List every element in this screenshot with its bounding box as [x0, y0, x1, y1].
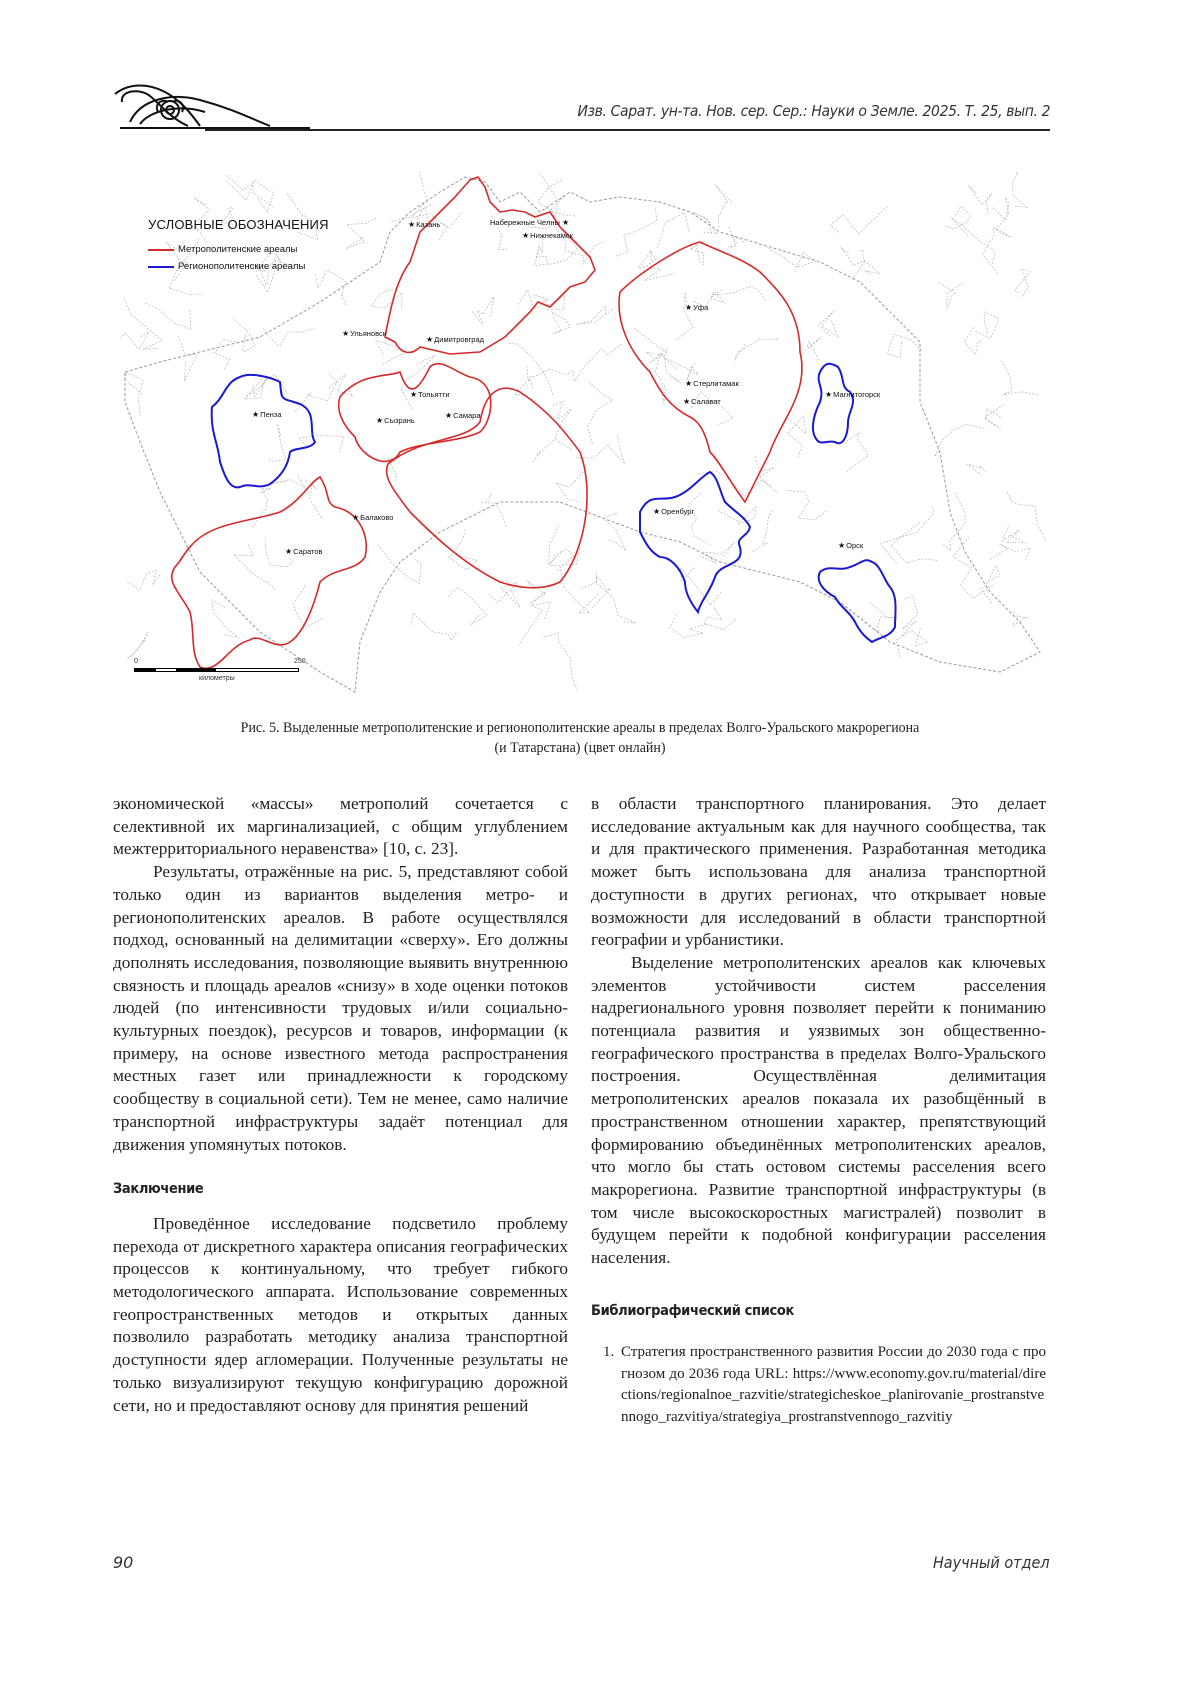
district-boundary	[552, 312, 571, 334]
district-boundary	[819, 311, 838, 337]
district-boundary	[1007, 492, 1046, 543]
district-boundary	[549, 179, 564, 218]
district-boundary	[124, 372, 143, 416]
district-boundary	[735, 339, 778, 360]
district-boundary	[766, 247, 815, 272]
district-boundary	[964, 327, 980, 355]
metro-area-kazan	[385, 177, 595, 354]
district-boundary	[953, 537, 993, 599]
district-boundary	[519, 602, 551, 645]
district-boundary	[704, 606, 736, 630]
figure-map	[120, 172, 1050, 700]
district-boundary	[227, 180, 274, 212]
figure-caption	[143, 718, 1017, 758]
city-label: ★Ульяновск	[342, 329, 387, 338]
district-boundary	[178, 336, 197, 381]
paragraph: экономической «массы» метрополий сочетается с селективной их маргинализацией, с общим углублением межтерриториального неравенства» [10, с. 23].	[113, 794, 568, 859]
district-boundary	[983, 227, 1012, 274]
district-boundary	[675, 292, 694, 340]
city-label: ★Салават	[683, 397, 721, 406]
city-label: ★Димитровград	[426, 335, 485, 344]
city-star-icon: ★	[825, 390, 833, 399]
district-boundary	[588, 382, 613, 445]
district-boundary	[299, 436, 344, 453]
district-boundary	[939, 283, 963, 308]
district-boundary	[371, 287, 402, 309]
district-boundary	[532, 440, 572, 463]
district-boundary	[693, 212, 718, 233]
city-label: ★Тольятти	[410, 390, 450, 399]
district-boundary	[656, 213, 689, 250]
city-label: ★Самара	[445, 411, 481, 420]
district-boundary	[984, 405, 1003, 429]
district-boundary	[295, 373, 337, 412]
legend-label: Метрополитенские ареалы	[178, 244, 298, 255]
region-area-orsk	[819, 560, 896, 642]
section-heading-bibliography: Библиографический список	[591, 1302, 794, 1319]
district-boundary	[120, 332, 149, 361]
district-boundary	[576, 306, 614, 325]
city-label: ★Оренбург	[653, 507, 695, 516]
district-boundary	[897, 628, 928, 658]
metro-area-samara	[387, 388, 588, 588]
district-boundary	[830, 206, 888, 234]
paragraph: Проведённое исследование подсветило проблему перехода от дискретного характера описания географических процессов к континуальному, что требует гибкого методологического аппарата. Использование современных геопространственных методов и открытых данных позволило разработать методику анализа транспортной доступности ядер агломерации. Полученные результаты не только визуализируют текущую конфигурацию дорожной сети, но и предоставляют основу для принятия решений	[113, 1213, 568, 1415]
district-boundary	[805, 337, 822, 361]
district-boundary	[1013, 173, 1028, 208]
running-title: Изв. Сарат. ун-та. Нов. сер. Сер.: Науки о Земле. 2025. Т. 25, вып. 2	[577, 102, 1050, 120]
city-star-icon: ★	[252, 410, 260, 419]
city-label: ★Уфа	[685, 303, 709, 312]
district-boundary	[252, 488, 271, 527]
right-column	[591, 793, 1046, 1428]
district-boundary	[715, 184, 733, 227]
paragraph: Выделение метрополитенских ареалов как ключевых элементов устойчивости систем расселения надрегионального уровня позволяет перейти к пониманию потенциала развития и уязвимых зон общественно-географического пространства в пределах Волго-Уральского построения. Осуществлённая делимитация метрополитенских ареалов показала их разобщённый в пространственном отношении характер, препятствующий формированию объединённых метрополитенских ареалов, что могло бы стать остовом системы расселения всего макрорегиона. Развитие транспортной инфраструктуры (в том числе высокоскоростных магистралей) позволит в будущем перейти к подобной конфигурации расселения населения.	[591, 952, 1046, 1268]
city-star-icon: ★	[352, 513, 360, 522]
district-boundary	[543, 634, 577, 692]
district-boundary	[536, 172, 575, 216]
legend-swatch-red	[148, 249, 174, 251]
section-label: Научный отдел	[933, 1553, 1050, 1572]
legend-item-region	[148, 261, 329, 272]
city-star-icon: ★	[653, 507, 661, 516]
city-label: ★Пенза	[252, 410, 282, 419]
page-number: 90	[113, 1553, 134, 1572]
legend-title: УСЛОВНЫЕ ОБОЗНАЧЕНИЯ	[148, 217, 329, 232]
section-heading-conclusion: Заключение	[113, 1181, 204, 1198]
district-boundary	[448, 587, 487, 625]
district-boundary	[127, 570, 160, 590]
scale-min-label: 0	[134, 658, 138, 665]
district-boundary	[401, 355, 435, 409]
reference-item	[591, 1342, 1046, 1428]
district-boundary	[263, 329, 313, 347]
scale-bar	[134, 668, 299, 672]
city-star-icon: ★	[285, 547, 293, 556]
district-boundary	[990, 544, 1030, 560]
map-scale-bar	[134, 658, 304, 688]
district-boundary	[530, 369, 572, 389]
reference-text[interactable]: Стратегия пространственного развития России до 2030 года с прогнозом до 2036 года URL: https://www.economy.gov.ru/material/directions/regionalnoe_razvitie/strategicheskoe_planirovanie_prostranstvennogo_razvitiya/strategiya_prostranstvennogo_razvitiy	[621, 1344, 1046, 1425]
city-label: ★Саратов	[285, 547, 323, 556]
city-star-icon: ★	[342, 329, 350, 338]
left-column	[113, 793, 568, 1417]
paragraph: в области транспортного планирования. Это делает исследование актуальным как для научного сообщества, так и для практического применения. Разработанная методика может быть использована для анализа транспортной доступности в других регионах, что открывает новые возможности для исследований в области транспортной географии и урбанистики.	[591, 794, 1046, 950]
district-boundary	[573, 344, 621, 381]
district-boundary	[901, 597, 918, 636]
district-boundary	[536, 236, 547, 264]
district-boundary	[124, 297, 162, 349]
district-boundary	[293, 586, 324, 628]
district-boundary	[688, 493, 710, 545]
legend-label: Регионополитенские ареалы	[178, 261, 306, 272]
city-star-icon: ★	[561, 218, 570, 227]
district-boundary	[527, 581, 546, 604]
district-boundary	[269, 424, 286, 462]
district-boundary	[376, 341, 404, 366]
district-boundary	[670, 613, 707, 638]
district-boundary	[214, 339, 239, 369]
legend-item-metro	[148, 244, 329, 255]
district-boundary	[717, 507, 756, 524]
city-label: ★Казань	[408, 220, 441, 229]
reference-number: 1.	[603, 1344, 615, 1361]
city-star-icon: ★	[685, 303, 693, 312]
city-label: ★Орск	[838, 541, 864, 550]
district-boundary	[1015, 269, 1031, 298]
district-boundary	[844, 433, 869, 473]
scale-unit-label: километры	[199, 675, 235, 682]
city-star-icon: ★	[376, 416, 384, 425]
district-boundary	[880, 505, 934, 563]
district-boundary	[888, 334, 922, 358]
city-star-icon: ★	[408, 220, 416, 229]
district-boundary	[975, 312, 999, 338]
district-boundary	[967, 464, 987, 475]
city-label: ★Стерлитамак	[685, 379, 739, 388]
district-boundary	[663, 357, 698, 380]
district-boundary	[993, 198, 1009, 231]
district-boundary	[127, 632, 148, 659]
district-boundary	[561, 569, 599, 613]
district-boundary	[305, 480, 321, 518]
district-boundary	[891, 521, 938, 563]
district-boundary	[144, 302, 191, 329]
district-boundary	[412, 172, 431, 216]
district-boundary	[346, 218, 377, 249]
district-boundary	[859, 250, 880, 274]
district-boundary	[753, 509, 775, 552]
city-star-icon: ★	[683, 397, 691, 406]
district-boundary	[951, 218, 995, 264]
district-boundary	[639, 268, 675, 281]
region-area-magnitogorsk	[813, 364, 853, 444]
city-star-icon: ★	[445, 411, 453, 420]
district-boundary	[634, 328, 669, 363]
district-boundary	[1002, 361, 1040, 395]
district-boundary	[788, 416, 807, 457]
page-header	[110, 82, 1050, 132]
district-boundary	[518, 290, 548, 309]
district-boundary	[944, 206, 971, 228]
scale-max-label: 250	[294, 658, 306, 665]
legend-swatch-blue	[148, 266, 174, 268]
district-boundary	[232, 318, 256, 352]
district-boundary	[712, 287, 765, 300]
district-boundary	[935, 424, 985, 456]
district-boundary	[226, 175, 273, 208]
city-star-icon: ★	[685, 379, 693, 388]
district-boundary	[969, 185, 993, 214]
caption-line-2: (и Татарстана) (цвет онлайн)	[494, 740, 666, 756]
city-label: ★Нижнекамск	[522, 231, 573, 240]
region-area-orenburg	[640, 472, 750, 612]
header-rule	[205, 129, 1050, 131]
district-boundary	[680, 567, 721, 606]
district-boundary	[981, 566, 1000, 604]
city-star-icon: ★	[410, 390, 418, 399]
city-star-icon: ★	[522, 231, 530, 240]
paragraph: Результаты, отражённые на рис. 5, представляют собой только один из вариантов выделения метро- и регионополитенских ареалов. В работе осуществлялся подход, основанный на делимитации «сверху». Его должны дополнять исследования, позволяющие выявить внутреннюю связность и площадь ареалов «снизу» в ходе оценки потоков людей (по интенсивности трудовых и/или социально-культурных поездок), ресурсов и товаров, информации (к примеру, на основе известного метода распространения местных газет или принадлежности к городскому сообществу в социальной сети). Тем не менее, само наличие транспортной инфраструктуры задаёт потенциал для движения упомянутых потоков.	[113, 862, 568, 1154]
district-boundary	[603, 513, 626, 551]
district-boundary	[509, 344, 553, 395]
district-boundary	[785, 490, 827, 520]
district-boundary	[449, 529, 478, 570]
caption-line-1: Рис. 5. Выделенные метрополитенские и регионополитенские ареалы в пределах Волго-Уральского макрорегиона	[240, 720, 920, 736]
city-label: ★Магнитогорск	[825, 390, 881, 399]
region-area-penza	[212, 375, 315, 488]
city-star-icon: ★	[838, 541, 846, 550]
district-boundary	[556, 457, 586, 502]
district-boundary	[411, 613, 457, 640]
district-boundary	[234, 544, 275, 590]
district-boundary	[615, 209, 657, 257]
city-star-icon: ★	[426, 335, 434, 344]
journal-logo-ornament	[110, 82, 330, 130]
city-label: ★Сызрань	[376, 416, 415, 425]
district-boundary	[592, 570, 611, 608]
map-legend	[148, 217, 329, 278]
district-boundary	[942, 493, 965, 551]
district-boundary	[1002, 525, 1025, 543]
city-label: Набережные Челны ★	[490, 218, 570, 227]
city-label: ★Балаково	[352, 513, 394, 522]
district-boundary	[870, 602, 897, 631]
metro-area-ufa	[619, 242, 802, 502]
district-boundary	[212, 600, 239, 638]
district-boundary	[472, 297, 494, 326]
